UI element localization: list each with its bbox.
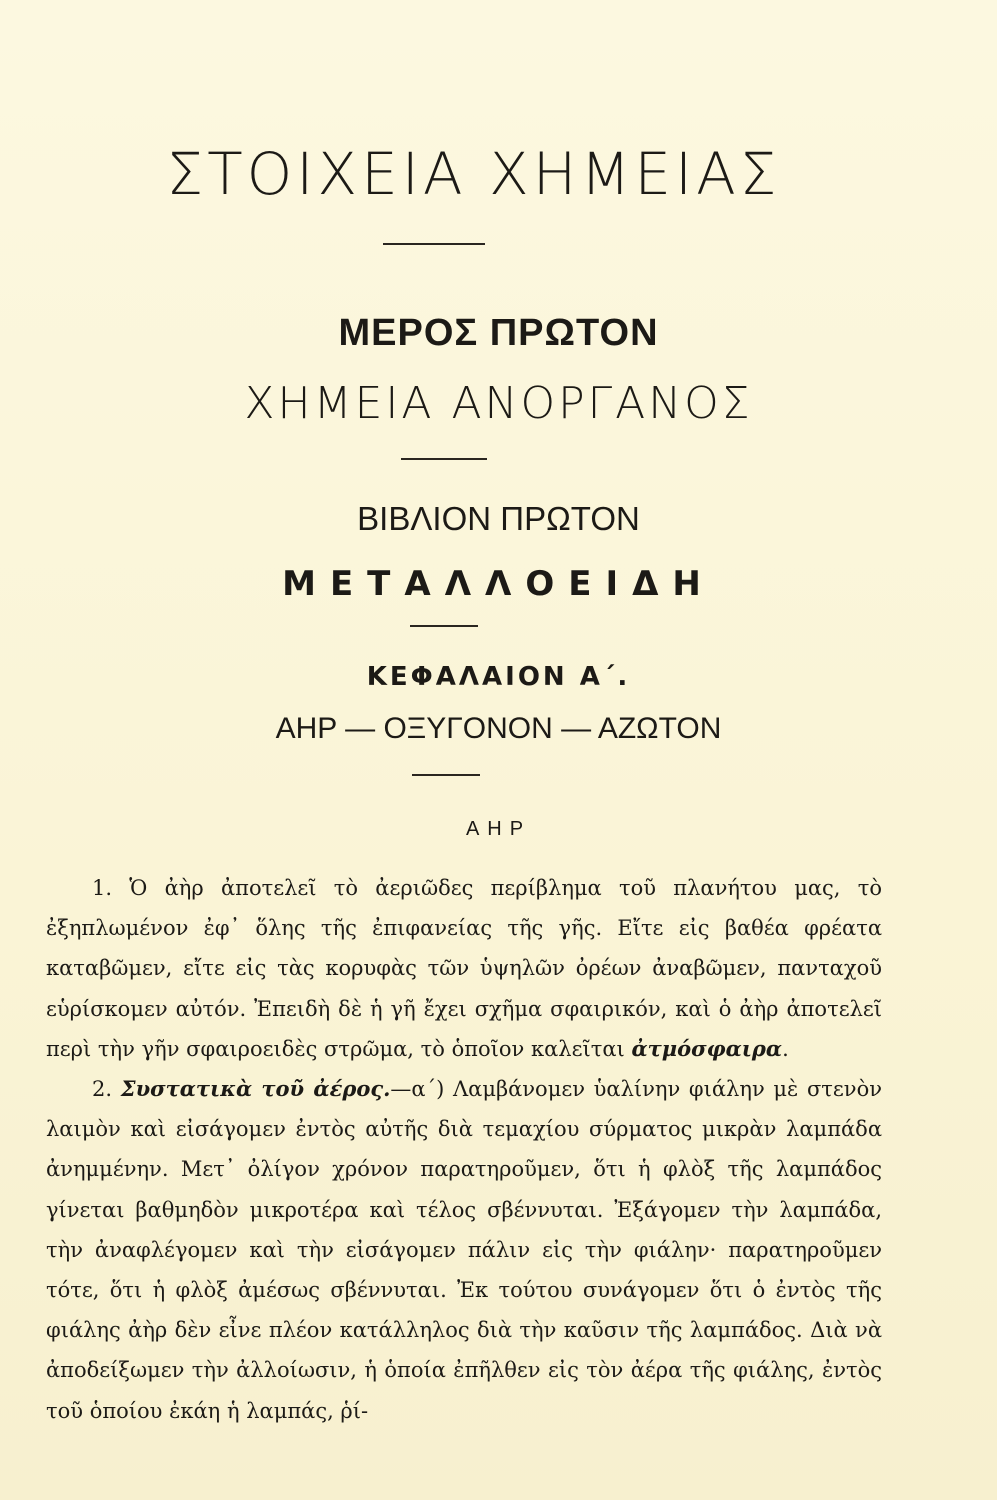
chapter-topic: ΑΗΡ — ΟΞΥΓΟΝΟΝ — ΑΖΩΤΟΝ — [275, 712, 722, 745]
divider-3 — [410, 625, 478, 627]
book-subject: ΜΕΤΑΛΛΟΕΙΔΗ — [282, 564, 715, 604]
divider-4 — [412, 774, 480, 776]
chapter-label: ΚΕΦΑΛΑΙΟΝ Α΄. — [366, 662, 631, 692]
paragraph-2 — [46, 1069, 882, 1431]
part-subject: ΧΗΜΕΙΑ ΑΝΟΡΓΑΝΟΣ — [244, 378, 753, 429]
book-label: ΒΙΒΛΙΟΝ ΠΡΩΤΟΝ — [357, 500, 640, 537]
paragraph-1 — [46, 868, 882, 1069]
body-text — [46, 868, 882, 1431]
part-label: ΜΕΡΟΣ ΠΡΩΤΟΝ — [338, 312, 659, 354]
paragraph-2-term: Συστατικὰ τοῦ ἀέρος. — [120, 1076, 391, 1102]
paragraph-2-number: 2. — [92, 1077, 113, 1102]
paragraph-1-end: . — [782, 1036, 789, 1061]
divider-2 — [401, 458, 487, 460]
paragraph-1-term: ἀτμόσφαιρα — [631, 1035, 783, 1061]
paragraph-1-text: 1. Ὁ ἀὴρ ἀποτελεῖ τὸ ἀεριῶδες περίβλημα τοῦ πλανήτου μας, τὸ ἐξηπλωμένον ἐφ᾽ ὅλης τῆς ἐπιφανείας τῆς γῆς. Εἴτε εἰς βαθέα φρέατα καταβῶμεν, εἴτε εἰς τὰς κορυφὰς τῶν ὑψηλῶν ὀρέων ἀναβῶμεν, πανταχοῦ εὑρίσκομεν αὐτόν. Ἐπειδὴ δὲ ἡ γῆ ἔχει σχῆμα σφαιρικόν, καὶ ὁ ἀὴρ ἀποτελεῖ περὶ τὴν γῆν σφαιροειδὲς στρῶμα, τὸ ὁποῖον καλεῖται — [46, 876, 882, 1061]
divider-1 — [383, 243, 485, 245]
book-title: ΣΤΟΙΧΕΙΑ ΧΗΜΕΙΑΣ — [166, 140, 781, 208]
paragraph-2-text: —α΄) Λαμβάνομεν ὑαλίνην φιάλην μὲ στενὸν λαιμὸν καὶ εἰσάγομεν ἐντὸς αὐτῆς διὰ τεμαχίου σύρματος μικρὰν λαμπάδα ἀνημμένην. Μετ᾽ ὀλίγον χρόνον παρατηροῦμεν, ὅτι ἡ φλὸξ τῆς λαμπάδος γίνεται βαθμηδὸν μικροτέρα καὶ τέλος σβέννυται. Ἐξάγομεν τὴν λαμπάδα, τὴν ἀναφλέγομεν καὶ τὴν εἰσάγομεν πάλιν εἰς τὴν φιάλην· παρατηροῦμεν τότε, ὅτι ἡ φλὸξ ἀμέσως σβέννυται. Ἐκ τούτου συνάγομεν ὅτι ὁ ἐντὸς τῆς φιάλης ἀὴρ δὲν εἶνε πλέον κατάλληλος διὰ τὴν καῦσιν τῆς λαμπάδος. Διὰ νὰ ἀποδείξωμεν τὴν ἀλλοίωσιν, ἡ ὁποία ἐπῆλθεν εἰς τὸν ἀέρα τῆς φιάλης, ἐντὸς τοῦ ὁποίου ἐκάη ἡ λαμπάς, ῥί- — [46, 1077, 882, 1423]
section-heading: ΑΗΡ — [465, 818, 532, 840]
